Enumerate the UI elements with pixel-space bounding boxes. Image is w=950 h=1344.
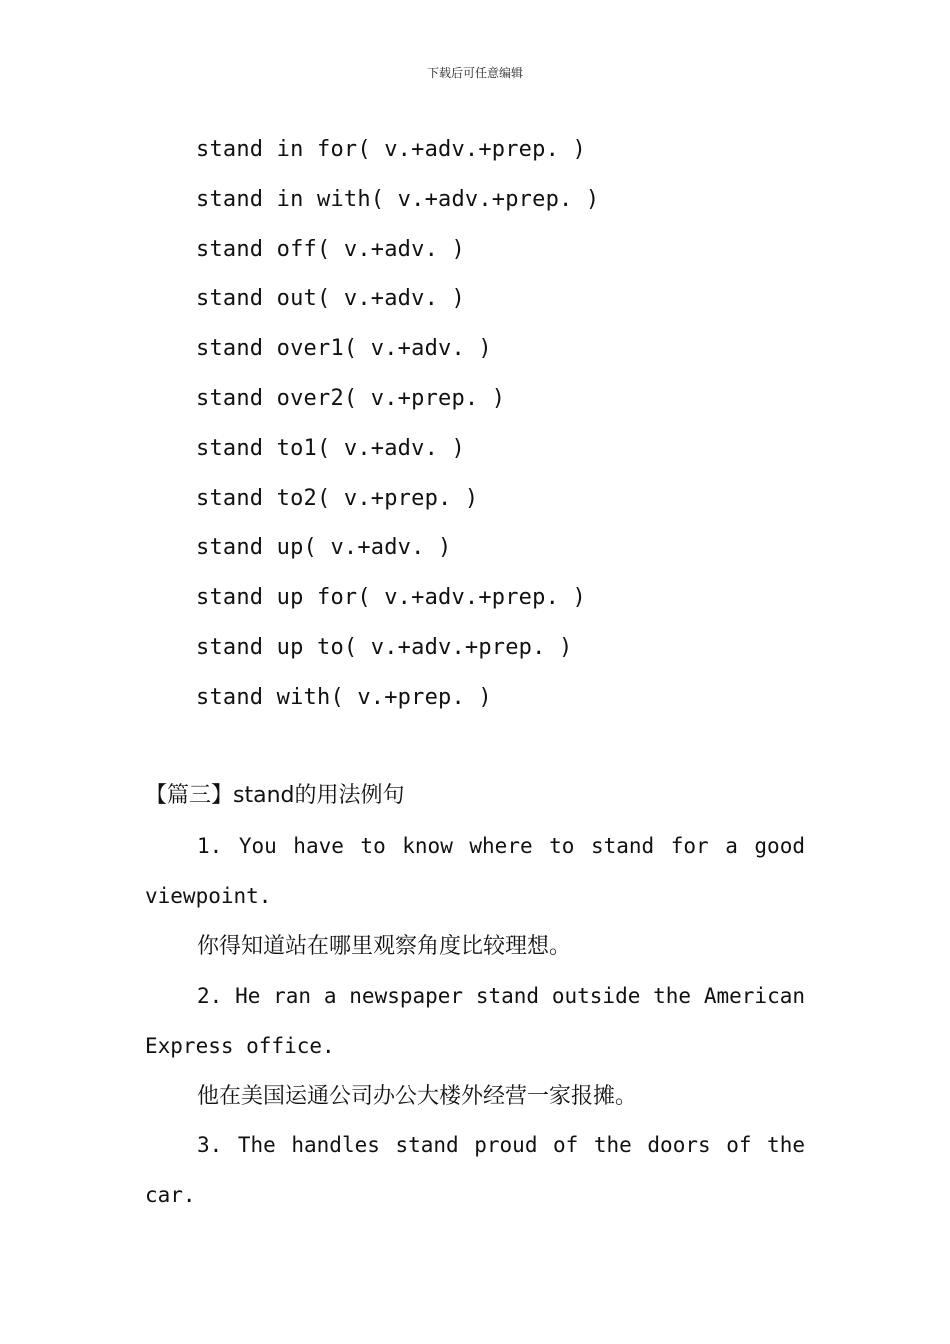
phrase-item: stand up to( v.+adv.+prep. ) (196, 634, 573, 660)
example-sentence-en: 1. You have to know where to stand for a good viewpoint. (145, 834, 805, 908)
phrase-item: stand over2( v.+prep. ) (196, 385, 506, 411)
phrase-item: stand up( v.+adv. ) (196, 535, 452, 561)
example-translation-zh: 你得知道站在哪里观察角度比较理想。 (197, 933, 572, 959)
phrase-item: stand up for( v.+adv.+prep. ) (196, 585, 586, 611)
phrase-list (196, 130, 599, 728)
example-2 (145, 972, 805, 1121)
phrase-item: stand in for( v.+adv.+prep. ) (196, 137, 586, 162)
phrase-item: stand to1( v.+adv. ) (196, 435, 465, 461)
example-1 (145, 822, 805, 971)
phrase-item: stand out( v.+adv. ) (196, 286, 465, 312)
phrase-item: stand off( v.+adv. ) (196, 236, 465, 262)
example-translation-zh: 他在美国运通公司办公大楼外经营一家报摊。 (197, 1083, 638, 1109)
example-sentence-en: 2. He ran a newspaper stand outside the American Express office. (145, 984, 805, 1058)
phrase-item: stand over1( v.+adv. ) (196, 336, 492, 362)
example-3 (145, 1121, 805, 1221)
header-note: 下载后可任意编辑 (426, 66, 523, 80)
example-sentence-en: 3. The handles stand proud of the doors of the car. (145, 1133, 805, 1207)
section-title: 【篇三】stand的用法例句 (145, 783, 405, 808)
phrase-item: stand in with( v.+adv.+prep. ) (196, 186, 600, 212)
phrase-item: stand to2( v.+prep. ) (196, 485, 479, 511)
phrase-item: stand with( v.+prep. ) (196, 684, 492, 710)
